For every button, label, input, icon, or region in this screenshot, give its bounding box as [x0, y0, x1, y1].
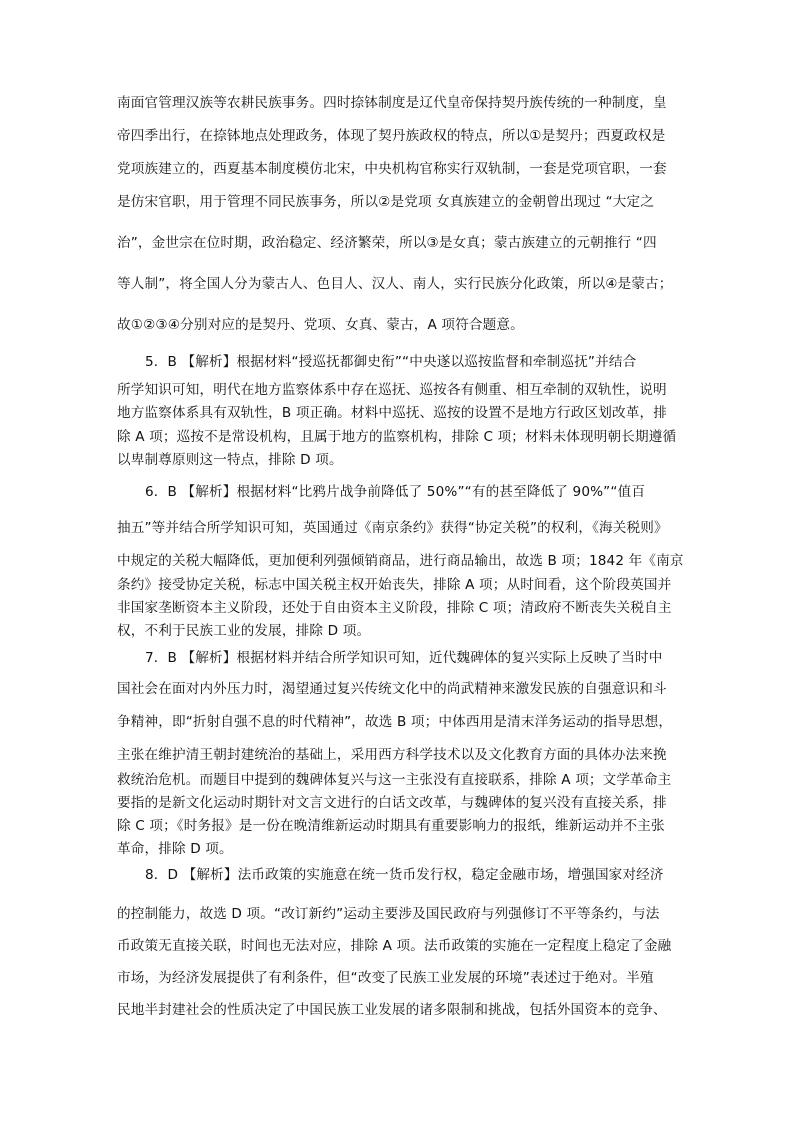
text-line: 地方监察体系具有双轨性，B 项正确。材料中巡抚、巡按的设置不是地方行政区划改革，排 — [117, 405, 667, 421]
text-line: 要指的是新文化运动时期针对文言文进行的白话文改革，与魏碑体的复兴没有直接关系，排 — [117, 795, 667, 811]
text-line: 中规定的关税大幅降低，更加便利列强倾销商品，进行商品输出，故选 B 项；1842 年《南京 — [117, 553, 684, 569]
text-line: 除 A 项；巡按不是常设机构，且属于地方的监察机构，排除 C 项；材料未体现明朝长期遵循 — [117, 429, 677, 445]
text-line: 币政策无直接关联，时间也无法对应，排除 A 项。法币政策的实施在一定程度上稳定了金融 — [117, 938, 672, 954]
text-line: 是仿宋官职，用于管理不同民族事务，所以②是党项 女真族建立的金朝曾出现过 “大定之 — [117, 194, 654, 210]
text-line: 市场，为经济发展提供了有利条件，但“改变了民族工业发展的环境”表述过于绝对。半殖 — [117, 970, 654, 986]
text-line: 等人制”，将全国人分为蒙古人、色目人、汉人、南人，实行民族分化政策，所以④是蒙古； — [117, 276, 673, 292]
text-line: 的控制能力，故选 D 项。“改订新约”运动主要涉及国民政府与列强修订不平等条约，与法 — [117, 906, 660, 922]
text-line: 非国家垄断资本主义阶段，还处于自由资本主义阶段，排除 C 项；清政府不断丧失关税自主 — [117, 600, 672, 616]
text-line: 党项族建立的，西夏基本制度模仿北宋，中央机构官称实行双轨制，一套是党项官职，一套 — [117, 161, 667, 177]
text-line: 帝四季出行，在捺钵地点处理政务，体现了契丹族政权的特点，所以①是契丹；西夏政权是 — [117, 128, 666, 144]
text-line: 条约》接受协定关税，标志中国关税主权开始丧失，排除 A 项；从时间看，这个阶段英国并 — [117, 577, 672, 593]
answer-5-heading: 5．B 【解析】根据材料“授巡抚都御史衔”“中央遂以巡按监督和牵制巡抚”并结合 — [145, 354, 637, 370]
text-line: 权，不利于民族工业的发展，排除 D 项。 — [117, 623, 371, 639]
text-line: 以卑制尊原则这一特点，排除 D 项。 — [117, 452, 343, 468]
text-line: 争精神，即“折射自强不息的时代精神”，故选 B 项；中体西用是清末洋务运动的指导思想， — [117, 714, 673, 730]
answer-7-heading: 7．B 【解析】根据材料并结合所学知识可知，近代魏碑体的复兴实际上反映了当时中 — [145, 650, 663, 666]
answer-8-heading: 8．D 【解析】法币政策的实施意在统一货币发行权，稳定金融市场，增强国家对经济 — [145, 867, 664, 883]
text-line: 南面官管理汉族等农耕民族事务。四时捺钵制度是辽代皇帝保持契丹族传统的一种制度，皇 — [117, 95, 667, 111]
text-line: 抽五”等并结合所学知识可知，英国通过《南京条约》获得“协定关税”的权利，《海关税则》 — [117, 520, 668, 536]
text-line: 主张在维护清王朝封建统治的基础上，采用西方科学技术以及文化教育方面的具体办法来挽 — [117, 747, 667, 763]
text-line: 国社会在面对内外压力时，渴望通过复兴传统文化中的尚武精神来激发民族的自强意识和斗 — [117, 681, 667, 697]
text-line: 除 C 项；《时务报》是一份在晚清维新运动时期具有重要影响力的报纸，维新运动并不主张 — [117, 818, 665, 834]
text-line: 故①②③④分别对应的是契丹、党项、女真、蒙古，A 项符合题意。 — [117, 317, 524, 333]
text-line: 革命，排除 D 项。 — [117, 841, 233, 857]
answer-6-heading: 6．B 【解析】根据材料“比鸦片战争前降低了 50%”“有的甚至降低了 90%”“值百 — [145, 484, 646, 500]
text-line: 救统治危机。而题目中提到的魏碑体复兴与这一主张没有直接联系，排除 A 项；文学革命主 — [117, 772, 672, 788]
text-line: 治”，金世宗在位时期，政治稳定、经济繁荣，所以③是女真；蒙古族建立的元朝推行 “四 — [117, 235, 657, 251]
text-line: 所学知识可知，明代在地方监察体系中存在巡抚、巡按各有侧重、相互牵制的双轨性，说明 — [117, 382, 667, 398]
text-line: 民地半封建社会的性质决定了中国民族工业发展的诸多限制和挑战，包括外国资本的竞争、 — [117, 1002, 667, 1018]
